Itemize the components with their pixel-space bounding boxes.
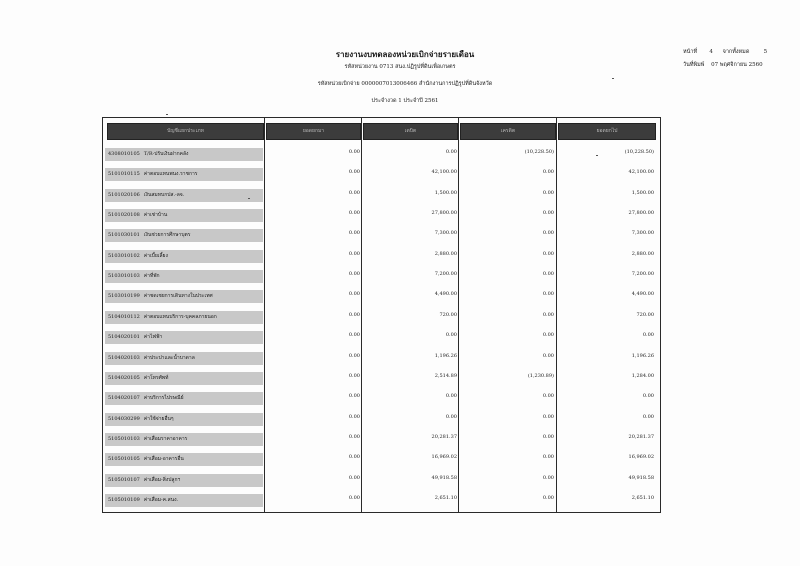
account-cell	[105, 453, 263, 466]
account-name: ค่าตอบแทนพนง.ราชการ	[143, 171, 198, 178]
debit-cell: 2,651.10	[434, 494, 457, 501]
debit-cell: 42,100.00	[431, 169, 457, 176]
account-name: ค่าไฟฟ้า	[143, 334, 163, 341]
credit-cell: 0.00	[542, 311, 554, 318]
scan-speck	[248, 198, 250, 199]
account-code: 5104020101	[108, 334, 140, 341]
account-name: ค่าเสื่อม-อาคารอื่น	[143, 456, 184, 463]
account-code: 5103010199	[108, 293, 140, 300]
carried-forward-cell: 1,284.00	[631, 372, 654, 379]
account-cell	[105, 189, 263, 202]
account-cell	[105, 372, 263, 385]
account-code: 5101020106	[108, 191, 140, 198]
debit-cell: 7,300.00	[434, 230, 457, 237]
table-row	[103, 247, 660, 267]
account-cell	[105, 474, 263, 487]
print-date: 07 พฤศจิกายน 2560	[711, 62, 763, 68]
carried-forward-cell: (10,228.50)	[624, 149, 654, 155]
account-cell	[105, 168, 263, 181]
credit-cell: 0.00	[542, 291, 554, 298]
trial-balance-table	[102, 117, 661, 513]
period-line: ประจำงวด 1 ประจำปี 2561	[371, 98, 439, 104]
carried-forward-cell: 720.00	[636, 311, 654, 318]
agency-line: รหัสหน่วยงาน 0713 สนง.ปฏิรูปที่ดินเพื่อเกษตร	[344, 64, 456, 70]
account-cell	[105, 148, 263, 161]
account-code: 5104020103	[108, 354, 140, 361]
table-row	[103, 389, 660, 409]
brought-forward-cell: 0.00	[348, 250, 360, 257]
debit-cell: 0.00	[445, 393, 457, 400]
carried-forward-cell: 7,300.00	[631, 230, 654, 237]
credit-cell: (1,230.89)	[527, 372, 554, 379]
carried-forward-cell: 42,100.00	[628, 169, 654, 176]
account-name: ค่าที่พัก	[143, 273, 160, 280]
account-code: 5104020105	[108, 374, 140, 381]
account-name: ค่าตอบแทนบริการ-บุคคลภายนอก	[143, 313, 217, 320]
carried-forward-cell: 27,800.00	[628, 210, 654, 217]
debit-cell: 0.00	[445, 332, 457, 339]
header-debit: เดบิต	[363, 123, 458, 140]
brought-forward-cell: 0.00	[348, 352, 360, 359]
account-code: 5101020108	[108, 212, 140, 219]
account-name: ค่าประปาและน้ำบาดาล	[143, 354, 195, 361]
brought-forward-cell: 0.00	[348, 311, 360, 318]
credit-cell: 0.00	[542, 474, 554, 481]
table-row	[103, 491, 660, 511]
credit-cell: 0.00	[542, 230, 554, 237]
account-name: ค่าเสื่อม-ค.สนง.	[143, 496, 179, 503]
table-row	[103, 328, 660, 348]
credit-cell: 0.00	[542, 433, 554, 440]
total-pages: 5	[763, 49, 768, 55]
account-cell	[105, 331, 263, 344]
account-name: ค่าโทรศัพท์	[143, 374, 169, 381]
account-cell	[105, 433, 263, 446]
table-row	[103, 186, 660, 206]
account-name: ค่าเสื่อมราคาอาคาร	[143, 435, 188, 442]
table-row	[103, 226, 660, 246]
account-cell	[105, 209, 263, 222]
credit-cell: 0.00	[542, 250, 554, 257]
debit-cell: 7,200.00	[434, 271, 457, 278]
debit-cell: 720.00	[439, 311, 457, 318]
table-row	[103, 430, 660, 450]
account-code: 5104010112	[108, 313, 140, 320]
credit-cell: 0.00	[542, 210, 554, 217]
credit-cell: 0.00	[542, 393, 554, 400]
account-code: 5105010109	[108, 496, 140, 503]
brought-forward-cell: 0.00	[348, 474, 360, 481]
scan-speck	[166, 114, 168, 115]
brought-forward-cell: 0.00	[348, 433, 360, 440]
account-name: T/R-ปรับเงินฝากคลัง	[143, 151, 189, 157]
debit-cell: 2,880.00	[434, 250, 457, 257]
account-name: ค่าเบี้ยเลี้ยง	[143, 252, 168, 259]
account-cell	[105, 250, 263, 263]
account-cell	[105, 352, 263, 365]
print-date-label: วันที่พิมพ์	[683, 62, 705, 68]
table-row	[103, 349, 660, 369]
debit-cell: 1,500.00	[434, 189, 457, 196]
brought-forward-cell: 0.00	[348, 393, 360, 400]
account-code: 5103010103	[108, 273, 140, 280]
brought-forward-cell: 0.00	[348, 291, 360, 298]
account-cell	[105, 229, 263, 242]
carried-forward-cell: 1,500.00	[631, 189, 654, 196]
debit-cell: 0.00	[445, 149, 457, 155]
account-cell	[105, 413, 263, 426]
account-code: 5104020107	[108, 395, 140, 402]
debit-cell: 27,800.00	[431, 210, 457, 217]
credit-cell: 0.00	[542, 189, 554, 196]
page-number: 4	[709, 49, 713, 55]
disbursing-unit-line: รหัสหน่วยเบิกจ่าย 0000007013006466 สำนักงานการปฏิรูปที่ดินจังหวัด	[317, 81, 493, 87]
brought-forward-cell: 0.00	[348, 189, 360, 196]
account-cell	[105, 270, 263, 283]
carried-forward-cell: 49,918.58	[628, 474, 654, 481]
table-row	[103, 165, 660, 185]
account-name: ค่าใช้จ่ายอื่นๆ	[143, 415, 174, 422]
account-name: ค่าบริการไปรษณีย์	[143, 395, 184, 402]
header-credit: เครดิต	[460, 123, 556, 140]
carried-forward-cell: 20,281.37	[628, 433, 654, 440]
scan-speck	[612, 78, 614, 79]
brought-forward-cell: 0.00	[348, 271, 360, 278]
brought-forward-cell: 0.00	[348, 210, 360, 217]
account-name: ค่าชดเชยการเดินทางในประเทศ	[143, 293, 213, 300]
header-carried-forward: ยอดยกไป	[558, 123, 656, 140]
debit-cell: 16,969.02	[431, 454, 457, 461]
account-code: 5105010105	[108, 456, 140, 463]
carried-forward-cell: 2,880.00	[631, 250, 654, 257]
table-row	[103, 410, 660, 430]
table-row	[103, 287, 660, 307]
brought-forward-cell: 0.00	[348, 494, 360, 501]
account-code: 4308010105	[108, 151, 140, 157]
credit-cell: 0.00	[542, 494, 554, 501]
carried-forward-cell: 0.00	[642, 393, 654, 400]
account-code: 5103010102	[108, 252, 140, 259]
total-label: จากทั้งหมด	[722, 49, 750, 55]
credit-cell: (10,228.50)	[524, 149, 554, 155]
account-cell	[105, 494, 263, 507]
brought-forward-cell: 0.00	[348, 332, 360, 339]
debit-cell: 1,196.26	[434, 352, 457, 359]
carried-forward-cell: 16,969.02	[628, 454, 654, 461]
debit-cell: 49,918.58	[431, 474, 457, 481]
print-date-indicator	[683, 61, 763, 69]
table-row	[103, 450, 660, 470]
carried-forward-cell: 2,651.10	[631, 494, 654, 501]
brought-forward-cell: 0.00	[348, 230, 360, 237]
carried-forward-cell: 1,196.26	[631, 352, 654, 359]
table-row	[103, 308, 660, 328]
brought-forward-cell: 0.00	[348, 149, 360, 155]
account-cell	[105, 290, 263, 303]
carried-forward-cell: 7,200.00	[631, 271, 654, 278]
debit-cell: 0.00	[445, 413, 457, 420]
table-row	[103, 369, 660, 389]
table-row	[103, 206, 660, 226]
credit-cell: 0.00	[542, 332, 554, 339]
carried-forward-cell: 0.00	[642, 413, 654, 420]
scan-speck	[596, 155, 598, 156]
credit-cell: 0.00	[542, 352, 554, 359]
table-row	[103, 471, 660, 491]
credit-cell: 0.00	[542, 169, 554, 176]
page-label: หน้าที่	[683, 49, 698, 55]
debit-cell: 4,490.00	[434, 291, 457, 298]
account-code: 5101030101	[108, 232, 140, 239]
brought-forward-cell: 0.00	[348, 372, 360, 379]
account-name: เงินช่วยการศึกษาบุตร	[143, 232, 191, 239]
account-name: เงินสมทบกปส.-ลจ.	[143, 191, 185, 198]
header-account: บัญชีแยกประเภท	[107, 123, 264, 140]
report-title: รายงานงบทดลองหน่วยเบิกจ่ายรายเดือน	[335, 49, 475, 59]
account-code: 5105010107	[108, 476, 140, 483]
debit-cell: 2,514.89	[434, 372, 457, 379]
table-row	[103, 145, 660, 165]
table-row	[103, 267, 660, 287]
account-code: 5101010115	[108, 171, 140, 178]
debit-cell: 20,281.37	[431, 433, 457, 440]
account-cell	[105, 392, 263, 405]
credit-cell: 0.00	[542, 413, 554, 420]
account-cell	[105, 311, 263, 324]
brought-forward-cell: 0.00	[348, 413, 360, 420]
brought-forward-cell: 0.00	[348, 454, 360, 461]
page-indicator	[683, 48, 767, 56]
credit-cell: 0.00	[542, 454, 554, 461]
account-code: 5105010103	[108, 435, 140, 442]
account-name: ค่าเช่าบ้าน	[143, 212, 168, 219]
brought-forward-cell: 0.00	[348, 169, 360, 176]
account-name: ค่าเสื่อม-สิ่งปลูกฯ	[143, 476, 181, 483]
carried-forward-cell: 4,490.00	[631, 291, 654, 298]
account-code: 5104030299	[108, 415, 140, 422]
carried-forward-cell: 0.00	[642, 332, 654, 339]
header-brought-forward: ยอดยกมา	[266, 123, 361, 140]
credit-cell: 0.00	[542, 271, 554, 278]
